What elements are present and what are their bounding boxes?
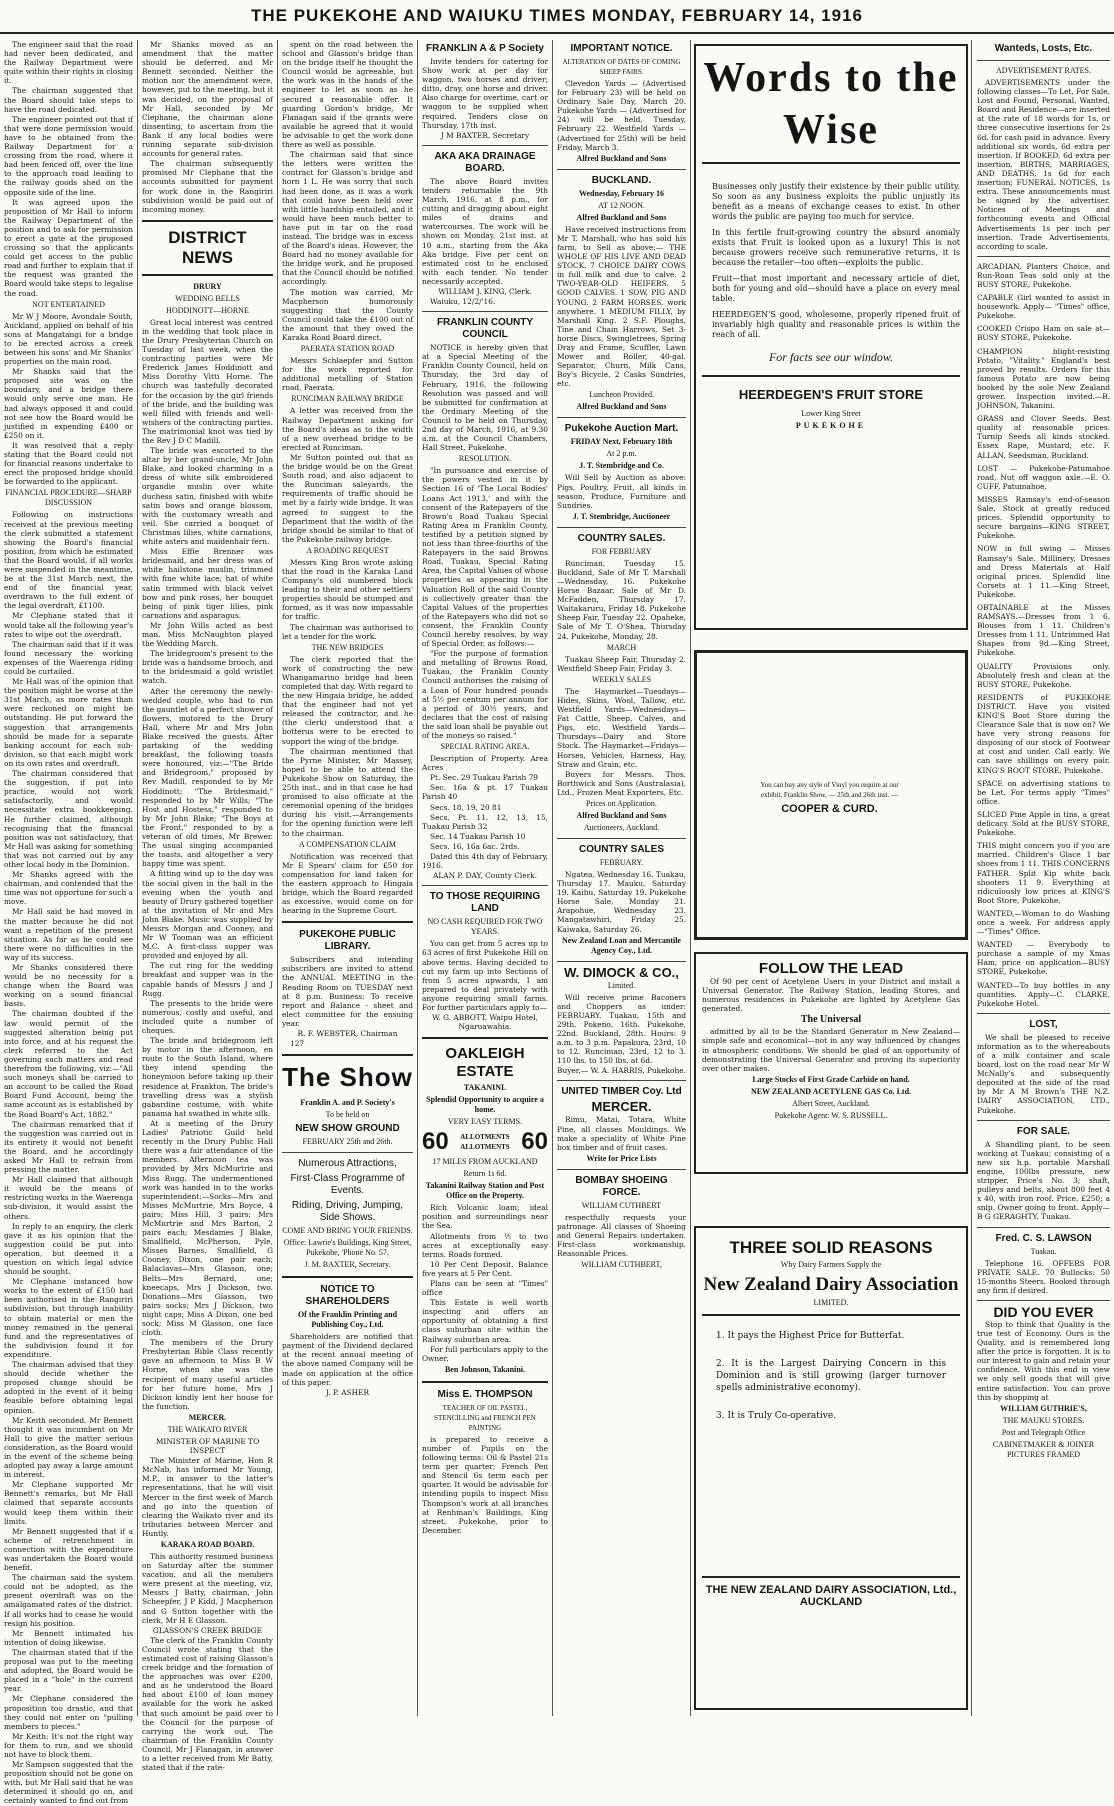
- article-paragraph: Mr Shanks moved as an amendment that the matter should be deferred, and Mr Bennett seconded. Neither the motion nor the amendment were, however, put to the meeting, but it was decided, on the proposal of Mr Hall, seconded by Mr Clephane, the chairman alone dissenting, to ascertain from the Bank if any local bodies were running separate sub-division accounts for general rates.: [142, 40, 273, 159]
- article-paragraph: The bride was escorted to the altar by her grand-uncle, Mr John Blake, and looked charming in a dress of white silk embroidered organdie muslin over white duchess satin, finished with white satin bows and orange blossom, with the customary wreath and veil. She carried a bouquet of Christmas lilies, white carnations, white asters and maidenhair fern.: [142, 446, 273, 547]
- ad-signature: Alfred Buckland and Sons: [576, 810, 667, 820]
- ad-signature: COOPER & CURD.: [781, 803, 878, 815]
- ad-body: For full particulars apply to the Owner,: [422, 1344, 548, 1363]
- allotment-count: 60: [521, 1128, 548, 1156]
- subheading: NOT ENTERTAINED: [32, 299, 105, 309]
- table-row: Secs. 16, 16a 6ac. 2rds.: [430, 841, 520, 851]
- ad-subtitle: Of the Franklin Printing and Publishing Coy., Ltd.: [297, 1310, 398, 1330]
- article-paragraph: A letter was received from the Railway Department asking for the Board's ideas as to the width of a new overhead bridge to be erected at Runciman.: [282, 406, 413, 452]
- table-row: Sec. 14 Tuakau Parish 10: [430, 831, 526, 841]
- ad-body: Ngatea, Wednesday 16. Tuakau, Thursday 17. Mauku, Saturday 19. Kaihu, Saturday 19. Pukekohe Horse Sale, Monday 21. Arapohue, Wednesday 23. Mangatawhiri, Friday 25. Kaiwaka, Saturday 26.: [557, 869, 686, 934]
- article-paragraph: A fitting wind up to the day was the social given in the hall in the evening when the youth and beauty of Drury gathered together at the invitation of Mr and Mrs John Blake. Music was supplied by Messrs Morgan and Cooney, and Mr W Tooman was an efficient M.C. A first-class supper was provided and enjoyed by all.: [142, 869, 273, 961]
- ad-title: FOR SALE.: [1016, 1125, 1071, 1137]
- article-paragraph: Mr Hall was of the opinion that the position might be worse at the 31st March, as more rates than were reckoned on might be outstanding. He put forward the suggestion that arrangements should be made for a separate banking account for each sub-division, so that each might work on its own rates and overdraft.: [4, 677, 133, 768]
- column-5: [553, 40, 690, 1716]
- article-paragraph: Mr Bennett suggested that if a scheme of retrenchment in connection with the expenditure was undertaken the Board would benefit.: [4, 1526, 133, 1573]
- ad-line: LIMITED.: [813, 1298, 849, 1307]
- ad-subtitle: SPECIAL RATING AREA.: [440, 742, 530, 752]
- ad-title: Miss E. THOMPSON: [437, 1388, 533, 1400]
- article-paragraph: The members of the Drury Presbyterian Bible Class recently gave an afternoon to Miss B W Horne, when she was the recipient of many useful articles for her future home, Mrs J Dickson kindly lent her house for the function.: [142, 1338, 273, 1411]
- ad-subtitle: TAKANINI.: [463, 1083, 507, 1093]
- article-paragraph: Mr Hall claimed that although it would be the means of restricting works in the Waerenga sub-division, it would assist the others.: [4, 1175, 133, 1221]
- article-paragraph: The bridegroom's present to the bride was a handsome brooch, and to the bridesmaid a gold wristlet watch.: [142, 649, 273, 686]
- ad-body: We shall be pleased to receive information as to the whereabouts of a milk container and scale board, lost on the road near Mr W McNally's and subsequently deposited at the side of the road by Mr A M Brown's THE N.Z. DAIRY ASSOCIATION, LTD., Pukekohe.: [977, 1032, 1110, 1115]
- classified-ad: QUALITY Provisions only. Absolutely fresh and clean at the BUSY STORE, Pukekohe.: [977, 661, 1110, 689]
- ad-body: Allotments from ½ to two acres at exceptionally easy terms. Roads formed.: [422, 1231, 548, 1259]
- ad-signature: Auctioneers, Auckland.: [583, 822, 660, 832]
- ad-title: BOMBAY SHOEING FORCE.: [575, 1174, 668, 1198]
- article-paragraph: The engineer pointed out that if that were done permission would have to be obtained from the Railway Department for a crossing from the road, where it had been fenced off, over the line to the approach road leading to the railway goods shed on the opposite side of the line.: [4, 114, 133, 197]
- ad-line: Pukekohe Agent: W. S. RUSSELL.: [774, 1110, 888, 1120]
- article-paragraph: The presents to the bride were numerous, costly and useful, and included quite a number of cheques.: [142, 998, 273, 1035]
- subheading: A ROADING REQUEST: [306, 545, 389, 555]
- ad-body: Telephone 16. OFFERS FOR PRIVATE SALE. 70 Bullocks: 50 15-months Steers. Booked through any firm if desired.: [977, 1258, 1110, 1295]
- ad-body: admitted by all to be the Standard Generator in New Zealand—simple safe and economical—not in any way influenced by changes in atmospheric conditions. We should be glad of an opportunity of demonstrating the Universal Generator and proving its superiority over other makes.: [702, 1027, 960, 1073]
- ad-signature: W. G. ABBOTT, Waipu Hotel, Ngaruawahia.: [432, 1013, 538, 1032]
- ad-signature: J. T. Stembridge and Co.: [579, 461, 664, 471]
- ad-title: AKA AKA DRAINAGE BOARD.: [434, 150, 536, 174]
- divider: [282, 921, 413, 923]
- divider: [142, 220, 273, 222]
- ad-signature: Alfred Buckland and Sons: [576, 212, 667, 222]
- ad-title: BUCKLAND.: [591, 174, 652, 186]
- ad-body: You can get from 5 acres up to 63 acres of first Pukekohe Hill on above terms. Having decided to cut my farm up into Sections of from 5 acres upwards, I am prepared to deal privately with anyone requiring small farms. For further particulars apply to—: [422, 939, 548, 1012]
- ad-signature: J. T. Stembridge, Auctioneer: [572, 511, 671, 521]
- section-heading: Wanteds, Losts, Etc.: [994, 43, 1093, 54]
- divider: [422, 1037, 548, 1039]
- ad-line: To be held on: [325, 1110, 370, 1120]
- reason: 1. It pays the Highest Price for Butterfat.: [716, 1331, 905, 1341]
- divider: [702, 375, 960, 377]
- article-paragraph: The chairman said that if it was found necessary the working expenses of the Waerenga riding could be curtailed.: [4, 639, 133, 676]
- ad-body: 10 Per Cent Deposit. Balance five years at 5 Per Cent.: [422, 1259, 548, 1278]
- show-headline: The Show: [282, 1062, 413, 1093]
- subheading: FINANCIAL PROCEDURE—SHARP DISCUSSION: [5, 488, 132, 508]
- ad-headline: THREE SOLID REASONS: [729, 1238, 933, 1257]
- ad-title: UNITED TIMBER Coy. Ltd: [561, 1086, 682, 1098]
- article-paragraph: The chairman subsequently promised Mr Clephane that the accounts submitted for payment for work done in the Rangiriri subdivision would be paid out of incoming money.: [142, 159, 273, 214]
- table-header: Description of Property. Area Acres: [422, 754, 548, 773]
- divider: [422, 145, 548, 146]
- article-paragraph: The chairman advised that they should decide whether the proposed change should be adopted in the event of it being feasible before obtaining legal opinion.: [4, 1360, 133, 1415]
- divider: [977, 1300, 1110, 1301]
- subheading: RUNCIMAN RAILWAY BRIDGE: [291, 394, 404, 404]
- ad-body: Rimu, Matai, Totara, White Pine, all classes Mouldings. We make a speciality of White Pine box timber and of fruit cases.: [557, 1115, 686, 1152]
- ad-signature: New Zealand Loan and Mercantile Agency Coy., Ltd.: [562, 935, 681, 955]
- article-paragraph: Mr Keith seconded. Mr Bennett thought it was incumbent on Mr Hall to give the matter serious consideration, as the Board would in the event of the scheme being adopted pay away a large amount in interest.: [4, 1415, 133, 1480]
- article-paragraph: Mr Bennett intimated his intention of doing likewise.: [4, 1628, 133, 1647]
- column-4: [418, 40, 552, 1716]
- ad-title: Fred. C. S. LAWSON: [995, 1232, 1092, 1244]
- ad-point: HEERDEGEN'S good, wholesome, properly ripened fruit of invariably high quality and reasonable prices is within the reach of all.: [712, 310, 960, 339]
- article-paragraph: The clerk of the Franklin County Council wrote stating that the estimated cost of raising Glasson's creek bridge and the formation of the approaches was over £200, and as he understood the Board had about £100 of loan money available for the work he asked that such amount be paid over to the Council for the purpose of carrying the work out. The chairman of the Franklin County Council, Mr J Flanagan, in answer to a letter received from Mr Batty, stated that if the rate-: [142, 1635, 273, 1773]
- subheading: THE NEW BRIDGES: [311, 642, 384, 652]
- article-paragraph: Mr Hall said he had moved in the matter because he did not want a repetition of the present situation. As far as he could see there were no difficulties in the way of its success.: [4, 907, 133, 962]
- article-paragraph: The chairman stated that if the proposal was put to the meeting and adopted, the Board would be placed in a "hole" in the current year.: [4, 1647, 133, 1694]
- ad-signature: Ben Johnson, Takanini.: [444, 1364, 526, 1374]
- ad-subtitle: WEEKLY SALES: [591, 674, 652, 684]
- ad-line: Prices on Application.: [586, 798, 657, 808]
- ad-line: FRIDAY Next, February 18th: [570, 437, 673, 447]
- divider: [282, 1054, 413, 1056]
- ad-signature: WILLIAM GUTHRIE'S,: [1000, 1403, 1087, 1413]
- divider: [557, 417, 686, 418]
- ad-line: First-Class Programme of Events.: [290, 1173, 405, 1197]
- article-paragraph: The chairman mentioned that the Pyrne Minister, Mr Massey, hoped to be able to attend the Pukekohe Show on Saturday, the 25th inst., and in that case he had promised to also officiate at the ceremonial opening of the bridges during his visit.—Arrangements for the opening function were left to the chairman.: [282, 746, 413, 838]
- article-paragraph: Mr Sampson suggested that the proposition should not be gone on with, but Mr Hall said that he was determined it should go on, and certainly wanted to find out from: [4, 1760, 133, 1806]
- divider: [557, 169, 686, 170]
- ad-body: Will receive prime Baconers and Choppers as under: FEBRUARY. Tuakau, 15th and 29th. Pokeno, 16th. Pukekohe, 22nd. Buckland, 28th. Hours: 9 a.m. to 3 p.m. Papakura, 23rd, 10 to 12. Runciman, 23rd, 12 to 3. 110 lbs. to 150 lbs. at 6d.: [557, 992, 686, 1066]
- ad-line: VERY EASY TERMS.: [447, 1117, 523, 1127]
- classified-ad: RESIDENTS of PUKEKOHE DISTRICT. Have you visited KING'S Boot Store during the Clearance Sale that is now on? We have very strong reasons for disposing of our stock of Footwear at cost and under. Call early. We can save shillings on every pair. KING'S BOOT STORE, Pukekohe.: [977, 692, 1110, 775]
- ad-title: LOST,: [1029, 1018, 1058, 1030]
- ad-subtitle: ALTERATION OF DATES OF COMING SHEEP FAIRS.: [562, 58, 681, 76]
- article-paragraph: The cut ring for the wedding breakfast and supper was in the capable hands of Messrs J and J Rugg.: [142, 961, 273, 998]
- classified-ad: ARCADIAN, Planters Choice, and Run-Roan Teas sold only at the BUSY STORE, Pukekohe.: [977, 261, 1110, 289]
- divider: [977, 60, 1110, 61]
- ad-title: OAKLEIGH ESTATE: [445, 1045, 525, 1081]
- column-3: [278, 40, 417, 1716]
- ad-body: Buyers for Messrs. Thos. Borthwick and Sons (Australasia), Ltd., Frozen Meat Exporters, Etc.: [557, 769, 686, 797]
- divider: [422, 311, 548, 312]
- classified-ad: COOKED Crispo Ham on sale at—BUSY STORE, Pukekohe.: [977, 324, 1110, 343]
- ad-body: A Shandling plant, to be seen working at Tuakau; consisting of a new six h.p. portable Marshall engine, 100lbs pressure, new stripper, Price's No. 3; shaft, pulleys and belts, about 800 feet 4 x 40, with iron roof. Price, £250; a snip. Owner going to front. Apply— B G GERAGHTY, Tuakau.: [977, 1139, 1110, 1222]
- dairy-association-ad: [694, 1226, 968, 1710]
- ad-body: Tuakau Sheep Fair, Thursday 2. Westfield Sheep Fair, Friday 3.: [557, 654, 686, 673]
- store-street: Lower King Street: [801, 409, 861, 418]
- article-paragraph: The chairman suggested that the Board should take steps to have the road dedicated.: [4, 86, 133, 114]
- classified-ad: WANTED,—Woman to do Washing once a week. For address apply—"Times" Office.: [977, 908, 1110, 937]
- ad-line: NEW ZEALAND ACETYLENE GAS Co. Ltd.: [750, 1086, 912, 1096]
- allotments-row: [422, 1130, 548, 1154]
- ad-line: Return 1s 6d.: [463, 1169, 507, 1179]
- ad-line: THE MAUKU STORES.: [1002, 1415, 1085, 1425]
- ad-number: 127: [290, 1039, 305, 1049]
- subheading: HODDINOTT—HORNE: [166, 305, 249, 315]
- subheading: A COMPENSATION CLAIM: [299, 839, 396, 849]
- subheading: WEDDING BELLS: [175, 293, 240, 303]
- ad-headline: FOLLOW THE LEAD: [758, 960, 904, 977]
- ad-line: COME AND BRING YOUR FRIENDS.: [282, 1226, 413, 1236]
- table-row: Sec. 16a & pt. 17 Tuakau Parish 40: [422, 783, 548, 802]
- article-paragraph: Mr Clephane stated that it would take all the following year's rates to wipe out the overdraft.: [4, 611, 133, 639]
- classified-ad: SLICED Pine Apple in tins, a great delicacy. Sold at the BUSY STORE, Pukekohe.: [977, 809, 1110, 838]
- classified-ad: NOW in full swing — Misses Ramsay's Sale. Millinery, Dresses and Dress Materials at Half original prices. Splendid line Corsets at 1 11.—King Street, Pukekohe.: [977, 544, 1110, 599]
- subheading: THE WAIKATO RIVER: [167, 1424, 248, 1434]
- divider: [557, 961, 686, 962]
- column-classifieds: [973, 40, 1114, 1716]
- article-paragraph: The chairman considered that the suggestion, if put into practice, would not work satisfactorily, and would necessitate extra bookkeeping. He further claimed, although recognising that the financial position was not satisfactory, that Mr Hall was asking for something that was not carried out by any other local body in the Dominion.: [4, 769, 133, 869]
- divider: [422, 885, 548, 886]
- ad-signature: J. M. BAXTER, Secretary.: [304, 1260, 391, 1270]
- article-paragraph: Notification was received that Mr E Spears' claim for £50 for compensation for land taken for the eastern approach to Hingaia bridge, which the Board regarded as excessive, would come on for hearing in the Supreme Court.: [282, 851, 413, 916]
- ad-body: Of 90 per cent of Acetylene Users in your District and install a Universal Generator. The Railway Station, leading Stores, and numerous residences in Pukekohe are lighted by Acetylene Gas generated.: [702, 977, 960, 1014]
- article-paragraph: Mr John Wills acted as best man. Miss McNaughton played the Wedding March.: [142, 620, 273, 649]
- words-to-the-wise-ad: [694, 44, 968, 630]
- classified-ad: CHAMPION blight-resisting Potato, "Vitality." England's best proved by results. Orders for this famous Potato are now being booked by the sole New Zealand grower. Inspection invited.—B. JOHNSON, Takanini.: [977, 346, 1110, 411]
- ad-title: PUKEKOHE PUBLIC LIBRARY.: [299, 929, 396, 953]
- ad-title: COUNTRY SALES.: [577, 532, 666, 544]
- ad-line: AT 12 NOON.: [598, 200, 645, 210]
- classified-ad: CAPABLE Girl wanted to assist in housework. Apply— "Times" office, Pukekohe.: [977, 293, 1110, 321]
- ad-line: Franklin A. and P. Society's: [300, 1098, 395, 1108]
- article-paragraph: In reply to an enquiry, the clerk gave it as his opinion that the suggestion could be put into operation, but deemed it a question on which legal advice should be sought.: [4, 1221, 133, 1277]
- classified-ad: MISSES Ramsay's end-of-season Sale. Stock at greatly reduced prices. Splendid opportunity to secure bargains—KING STREET, Pukekohe.: [977, 494, 1110, 541]
- subheading: MERCER.: [188, 1412, 227, 1422]
- ad-body: "In pursuance and exercise of the powers vested in it by Section 16 of 'The Local Bodies' Loans Act 1913,' and with the consent of the Ratepayers of the Brown's Road Tuakau Special Rating Area in Franklin County, testified by a petition signed by not less than three-fourths of the Ratepayers in the said Browns Road, Tuakau, Special Rating Area, the Capital Values of whose properties as appearing in the Valuation Roll of the said County is collectively greater than the Capital Values of the properties of the Ratepayers who did not so consent, the Franklin County Council hereby resolves, by way of Special Order, as follows:—: [422, 466, 548, 649]
- ad-company: New Zealand Dairy Association: [703, 1274, 959, 1295]
- table-row: Secs. 18, 19, 20 81: [430, 802, 502, 812]
- ad-headline: Words to the Wise: [703, 55, 959, 153]
- cooper-curd-ad: [694, 650, 968, 940]
- article-paragraph: Great local interest was centred in the wedding that took place in the Drury Presbyterian Church on Tuesday of last week, when the contracting parties were Mr Frederick James Hoddinott and Miss Dorothy Vitti Horne. The church was tastefully decorated for the occasion by the girl friends of the bride, and the building was well filled with friends and well-wishers of the contracting parties. The matrimonial knot was tied by the Rev J D C Madill.: [142, 317, 273, 445]
- allotment-count: 60: [422, 1128, 449, 1156]
- ad-signature: Alfred Buckland and Sons: [576, 402, 667, 412]
- ad-subtitle: MERCER.: [591, 1099, 652, 1115]
- rates-text: ADVERTISEMENTS under the following classes—To Let, For Sale, Lost and Found, Personal, Wanted, Board and Residence—are inserted at the rate of 18 words for 1s, or three consecutive insertions for 2s 6d. for cash paid in advance. Every additional six words, 6d extra per insertion. If BOOKED, 6d extra per insertion. BIRTHS, MARRIAGES, AND DEATHS, 1s 6d for each insertion; FUNERAL NOTICES, 1s extra. These announcements must be signed by the advertiser. Notices of Meetings and forthcoming events and Official Advertisements 1s per inch per insertion. Trade Advertisements, according to scale.: [977, 78, 1110, 251]
- ad-subtitle: Why Dairy Farmers Supply the: [780, 1260, 882, 1269]
- ad-line: Numerous Attractions,: [298, 1158, 397, 1170]
- classified-ad: WANTED—To buy bottles in any quantities. Apply—C. CLARKE, Pukekohe Hotel.: [977, 980, 1110, 1008]
- ad-line: Luncheon Provided.: [589, 390, 654, 400]
- ad-subtitle: NO CASH REQUIRED FOR TWO YEARS.: [427, 917, 543, 937]
- divider: [702, 1314, 960, 1316]
- article-paragraph: Mr Clephane instanced how works to the extent of £150 had been authorised in the Rangiriri subdivision, but through inability to obtain material or men the money remained in the general fund and the representatives of the subdivision found it for expenditure.: [4, 1277, 133, 1359]
- ad-subtitle: FOR FEBRUARY: [591, 546, 652, 556]
- ad-subtitle: Limited.: [607, 980, 636, 990]
- ad-title: Pukekohe Auction Mart.: [564, 423, 679, 435]
- ad-body: You can buy any style of Vinyl you require at our exhibit, Franklin Show, — 25th and 26th inst. —: [760, 781, 899, 799]
- article-paragraph: The chairman doubted if the law would permit of the suggested alteration being put into force, and at his request the clerk referred to the Act governing such matters and read therefrom the following, viz:—"All such moneys shall be carried to an account to be called the Road Board Fund Account, being the same account as is established by the Road Board's Act, 1882.": [4, 1009, 133, 1119]
- ad-signature: J M BAXTER, Secretary: [440, 130, 530, 140]
- column-2: [138, 40, 277, 1773]
- article-paragraph: The chairman said the system could not be adopted, as the present overdraft was on the amalgamated rates of the district. If all works had to cease he would resign his position.: [4, 1573, 133, 1628]
- ad-title: COUNTRY SALES: [578, 843, 664, 855]
- ad-date: Waiuku, 12/2/'16.: [430, 297, 496, 307]
- divider: [977, 256, 1110, 257]
- article-paragraph: Mr Shanks said that the proposed site was on the boundary, and a bridge there would only serve one man. He had always opposed it and could not see how the Board would be justified in expending £400 or £250 on it.: [4, 367, 133, 440]
- article-paragraph: Messrs Schlaepfer and Sutton for the work reported for additional metalling of Station road, Paerata.: [282, 356, 413, 393]
- masthead: [0, 0, 1114, 34]
- article-paragraph: The clerk reported that the work of constructing the new Whangamarino bridge had been completed that day. With regard to the new Hingaia bridge, he added that the engineer had not yet released the contractor, and he (the clerk) understood that a botterus were to be erected to support the wing of the bridge.: [282, 654, 413, 746]
- classified-ad: WANTED — Everybody to purchase a sample of my Xmas Ham, price on application—BUSY STORE, Pukekohe.: [977, 940, 1110, 977]
- ad-title: NOTICE TO SHAREHOLDERS: [305, 1284, 390, 1308]
- section-heading: DISTRICT NEWS: [168, 227, 247, 267]
- ad-body: The Haymarket—Tuesdays—Hides, Skins, Wool, Tallow, etc. Westfield Yards—Wednesdays—Fat Cattle, Sheep, Calves, and Pigs, etc. Westfield Yards—Thursdays—Dairy and Store Stock. The Haymarket—Fridays—Horses, Vehicles, Harness, Hay, Straw and Grain, etc.: [557, 686, 686, 769]
- store-town: PUKEKOHE: [795, 421, 867, 430]
- ad-line: Splendid Opportunity to acquire a home.: [426, 1095, 544, 1115]
- article-paragraph: MINISTER OF MARINE TO INSPECT: [155, 1436, 260, 1456]
- divider: [282, 1152, 413, 1153]
- article-paragraph: spent on the road between the school and Glasson's bridge than on the bridge itself he thought the Council would be agreeable, but the work was in the hands of the engineer to let as soon as he secured a reasonable offer. It guarding Gordon's bridge, Mr Flanagan said if the grants were available he agreed that it would be advisable to get the work done there as well as possible.: [282, 40, 413, 150]
- classified-ad: GRASS and Clover Seeds. Best quality at reasonable prices. Turnip Seeds all kinds stocked. Essex Rape, Mustard, etc. F. ALLAN, Seedsman, Buckland.: [977, 414, 1110, 460]
- ad-point: Businesses only justify their existence by their public utility. So soon as any business exploits the public unjustly its benefit as a means of exchange ceases to exist. In other words the public are paying too much for service.: [712, 182, 960, 221]
- acetylene-ad: [694, 952, 968, 1174]
- divider: [557, 1080, 686, 1081]
- article-paragraph: Mr Shanks considered there would be no necessity for a change when the Board was working on a sound financial basis.: [4, 963, 133, 1009]
- ad-body: NOTICE is hereby given that at a Special Meeting of the Franklin County Council, held on Thursday, the 3rd day of February, 1916, the following Resolution was passed and will be submitted for confirmation at the Ordinary Meeting of the Council to be held on Thursday, 2nd day of March, 1916, at 9.30 a.m. at the Council Chambers, Hall Street, Pukekohe.: [422, 343, 548, 453]
- article-paragraph: After the ceremony the newly-wedded couple, who had to run the gauntlet of a perfect shower of flowers, motored to the Drury Hall, where Mr and Mrs John Blake received the guests. After partaking of the wedding breakfast, the following toasts were honoured, viz:—"The Bride and Bridegroom," proposed by Rev Madill, responded to by Mr Hoddinott; "The Bridesmaid," responded to by Mr Wills; "The Host and Hostess," responded to by Mr John Blake; "The Boys at the Front," responded to by a veteran of old times, Mr Brewer. The usual singing accompanied the toasts, and altogether a very happy time was spent.: [142, 686, 273, 869]
- ad-signature: Buyer,— W. A. HARRIS, Pukekohe.: [557, 1066, 686, 1076]
- article-paragraph: The chairman said that since the letters were written the contract for Glasson's bridge and horn 1 L. He was sorry that such had been done, as it was a work that could have been held over with little hardship entailed, and it would have been much better to have put in tar on the road instead. The bridge was in excess of the Board's ideas. However, the Board had no money available for the bridge work, and he proposed that the Council should be notified accordingly.: [282, 150, 413, 287]
- divider: [977, 1227, 1110, 1228]
- divider: [977, 1013, 1110, 1014]
- article-paragraph: It was agreed upon the proposition of Mr Hall to inform the Railway Department of the position and to ask for permission to erect a gate at the proposed crossing so that the applicants could get access to the public road and further to explain that if the request was granted the Board would take steps to legalise the road.: [4, 197, 134, 298]
- ad-body: Plans can be seen at "Times" office: [422, 1279, 548, 1298]
- classified-ad: SPACE on advertising stations to be Let. For terms apply "Times" office.: [977, 778, 1110, 806]
- article-paragraph: Following on instructions received at the previous meeting the clerk submitted a statement showing the Board's financial position, from which he estimated that the Board would, if all works were suspended in the meantime, be at the 31st March next, the end of the financial year, overdrawn to the full extent of the legal overdraft, £1100.: [4, 510, 133, 611]
- article-paragraph: The bride and bridegroom left by motor in the afternoon, en route to the South Island, where they intend spending the honeymoon before taking up their residence at Frankton. The bride's travelling dress was a stylish gabardine costume, with white panama hat swathed in white silk.: [142, 1036, 273, 1118]
- ad-title: DID YOU EVER: [993, 1303, 1094, 1320]
- classified-ad: LOST — Pukekohe-Patumahoe road, Nut off waggon axle.—E. O. CUFF, Patumahoe.: [977, 463, 1110, 491]
- article-paragraph: The chairman remarked that if the suggestion was carried out in its entirety it would not benefit the Board, and he accordingly asked Mr Hall to refrain from pressing the matter.: [4, 1119, 133, 1175]
- article-paragraph: Messrs King Bros wrote asking that the road in the Karaka Land Company's old numbered block leading to their and other settlers' properties should be stumped and formed, as it was now impassable for traffic.: [282, 557, 413, 622]
- divider: [702, 162, 960, 164]
- divider: [977, 1120, 1110, 1121]
- article-paragraph: This authority resumed business on Saturday after the summer vacation, and all the members were present at the meeting, viz, Messrs J Batty, chairman, John Scheepfer, J P Kidd, J Macpherson and G Sutton together with the clerk, Mr H E Glasson.: [142, 1551, 273, 1625]
- ad-body: Will Sell by Auction as above: Pigs, Poultry, Fruit, all kinds in season, Produce, Furniture and Sundries.: [557, 473, 686, 510]
- article-paragraph: Mr Clephane supported Mr Bennett's remarks, but Mr Hall claimed that separate accounts would keep them within their limits.: [4, 1480, 133, 1526]
- ad-line: 17 MILES FROM AUCKLAND: [432, 1157, 538, 1167]
- ad-point: Fruit—that most important and necessary article of diet, both for young and old—should have a place on every meal table.: [712, 274, 960, 303]
- ad-line: Office: Lawrie's Buildings, King Street, Pukekohe, 'Phone No. 57.: [283, 1238, 412, 1258]
- ad-signature: ALAN P. DAY, County Clerk.: [432, 871, 538, 881]
- ad-title: FRANKLIN COUNTY COUNCIL: [436, 317, 534, 341]
- ad-line: Write for Price Lists: [586, 1153, 657, 1163]
- ad-body: Subscribers and intending subscribers are invited to attend the ANNUAL MEETING in the Reading Room on TUESDAY next at 8 p.m. Business: To receive report and Balance - sheet and elect committee for the ensuing year.: [282, 955, 413, 1028]
- ad-point: In this fertile fruit-growing country the absurd anomaly exists that Fruit is looked upon as a luxury! This is not because growers receive such remunerative returns, it is because the retailer—too often—exploits the public.: [712, 228, 960, 267]
- article-paragraph: The chairman was authorised to let a tender for the work.: [282, 622, 413, 641]
- article-paragraph: The engineer said that the road had never been dedicated, and the Railway Department were quite within their rights in closing it.: [4, 40, 133, 86]
- divider: [702, 1576, 960, 1578]
- ad-title: TO THOSE REQUIRING LAND: [429, 891, 541, 915]
- divider: [142, 274, 273, 276]
- divider: [282, 1276, 413, 1278]
- column-1: [0, 40, 137, 1806]
- ad-body: Invite tenders for catering for Show work at per day for waggon, two horses and driver; ditto, dray, one horse and driver. Also charge for overtime, cart or waggon to be supplied when required. Tenders close on Thursday, 17th inst.: [422, 57, 548, 130]
- ad-body: Clevedon Yards — (Advertised for February 23) will be held on Ordinary Sale Day, March 20. Pukekohe Yards — (Advertised for 24) will be held, Tuesday, February 22. Westfield Yards — (Advertised for 25th) will be held Friday, March 3.: [557, 79, 686, 152]
- cooper-curd-inner: [757, 778, 902, 817]
- ad-body: The above Board invites tenders returnable the 9th March, 1916, at 8 p.m., for cutting and dragging about eight miles of drains and watercourses. The work will be shown on Monday, 21st inst. at 10 a.m., starting from the Aka Aka bridge. Five per cent on estimated cost to be enclosed with each tender. No tender necessarily accepted.: [422, 176, 548, 286]
- article-paragraph: Miss Effie Brenner was bridesmaid, and her dress was of white hailstone muslin, trimmed with fine white lace; hat of white satin trimmed with black velvet bow and pink roses, her bouquet being of pink tiger lilies, pink carnations and asparagus.: [142, 547, 273, 620]
- ad-signature: Alfred Buckland and Sons: [576, 153, 667, 163]
- article-paragraph: Mr Keith: It's not the right way for them to run, and we should not have to block them.: [4, 1731, 133, 1759]
- subheading: KARAKA ROAD BOARD.: [160, 1539, 255, 1549]
- ad-subtitle: RESOLUTION.: [458, 454, 512, 464]
- ad-subtitle: The Universal: [800, 1014, 862, 1026]
- divider: [557, 1169, 686, 1170]
- subheading: DRURY: [193, 281, 222, 291]
- ad-line: At 2 p.m.: [606, 449, 637, 459]
- ad-signature: J. P. ASHER: [325, 1387, 370, 1397]
- reason: 2. It is the Largest Dairying Concern in this Dominion and is still growing (larger turnover spells administrative economy).: [716, 1359, 946, 1393]
- ad-tagline: For facts see our window.: [768, 350, 894, 364]
- ad-line: WILLIAM CUTHBERT: [581, 1200, 662, 1210]
- masthead-title: THE PUKEKOHE AND WAIUKU TIMES MONDAY, FEBRUARY 14, 1916: [250, 6, 863, 25]
- ad-line: Albert Street, Auckland.: [792, 1098, 870, 1108]
- ad-body: Rich Volcanic loam; ideal position and surroundings near the Sea.: [422, 1203, 548, 1231]
- article-paragraph: Mr Clephane considered the proposition too drastic, and that they could not enter on "pulling members to pieces.": [4, 1694, 133, 1731]
- ad-subtitle: MARCH: [606, 642, 637, 652]
- ad-body: Have received instructions from Mr T. Marshall, who has sold his farm, to Sell as above:— THE WHOLE OF HIS LIVE AND DEAD STOCK. 7 CHOICE DAIRY COWS in full milk and due to calve. 2 TWO-YEAR-OLD HEIFERS. 5 GOOD CALVES. 1 SOW, PIG AND YOUNG. 2 FARM HORSES, work anywhere. 1 MEDIUM FILLY, by Marshall King. 2 S.F. Ploughs, Tine and Chain Harrows, Set 3-horse Discs, Swingletrees, Spring Dray and Frame, Scuffler, Lawn Mower and Roller, 40-gal. Separator, Churn, Milk Cans, Boy's Bicycle, 2 Casks Sundries, etc.: [557, 224, 686, 389]
- divider: [557, 527, 686, 528]
- table-row: Pt. Sec. 29 Tuakau Parish 79: [430, 773, 539, 783]
- reason: 3. It is Truly Co-operative.: [716, 1411, 837, 1421]
- ad-body: respectfully requests your patronage. All classes of Shoeing and General Repairs undertaken. First-class workmanship. Reasonable Prices.: [557, 1212, 686, 1259]
- ad-date: Dated this 4th day of February, 1916.: [422, 852, 548, 871]
- ad-title: FRANKLIN A & P Society: [426, 43, 544, 54]
- ad-line: Wednesday, February 16: [578, 188, 665, 198]
- subheading: PAERATA STATION ROAD: [300, 344, 395, 354]
- article-paragraph: GLASSON'S CREEK BRIDGE: [152, 1625, 263, 1635]
- ad-title: W. DIMOCK & CO.,: [564, 964, 679, 980]
- ad-line: Large Stocks of First Grade Carbide on hand.: [752, 1074, 910, 1084]
- ad-body: Runciman, Tuesday 15. Buckland, Sale of Mr T. Marshall—Wednesday, 16. Pukekohe Horse Bazaar, Sale of Mr D. McFadden, Thursday 17. Waitakaruru, Friday 18. Pukekohe Sheep Fair, Tuesday 22. Opaheke, Sale of Mr T. O'Shea, Thursday 24. Pukekohe, Monday, 28.: [557, 558, 686, 641]
- article-paragraph: Mr Sutton pointed out that as the bridge would be on the Great South road, and also adjacent to the Runciman saleyards, the requirements of traffic should be met by a fairly wide bridge. It was agreed to suggest to the Department that the width of the bridge should be similar to that of the Pukekohe railway bridge.: [282, 452, 413, 544]
- ad-line: Takanini Railway Station and Post Office on the Property.: [425, 1181, 545, 1201]
- ad-title: IMPORTANT NOTICE.: [570, 43, 673, 54]
- ad-signature: R. F. WEBSTER, Chairman: [297, 1029, 398, 1038]
- ad-body: This Estate is well worth inspecting and offers an opportunity of obtaining a first class suburban site within the Railway suburban area.: [422, 1298, 548, 1344]
- ad-line: NEW SHOW GROUND: [295, 1123, 400, 1135]
- ad-body: Shareholders are notified that payment of the Dividend declared at the recent annual meeting of the above named Company will be made on application at the office of this paper.: [282, 1332, 413, 1387]
- divider: [422, 1381, 548, 1383]
- ad-signature: WILLIAM CUTHBERT,: [581, 1260, 662, 1270]
- column-rule: [690, 40, 691, 1716]
- ad-signature: THE NEW ZEALAND DAIRY ASSOCIATION, Ltd., AUCKLAND: [705, 1584, 957, 1608]
- ad-body: Stop to think that Quality is the true test of Economy. Ours is the Quality, and is remembered long after the price is forgotten. It is to our interest to gain and retain your confidence. With this end in view we only sell goods that will give entire satisfaction. You can prove this by shopping at: [977, 1319, 1110, 1402]
- ad-line: CABINETMAKER & JOINER PICTURES FRAMED: [992, 1439, 1095, 1459]
- divider: [557, 838, 686, 839]
- ad-line: Post and Telegraph Office: [1001, 1427, 1086, 1437]
- store-name: HEERDEGEN'S FRUIT STORE: [738, 387, 924, 402]
- ad-signature: WILLIAM J. KING, Clerk.: [438, 286, 532, 296]
- article-paragraph: It was resolved that a reply stating that the Board could not for financial reasons undertake to erect the proposed bridge should be forwarded to the applicant.: [4, 440, 133, 487]
- ad-line: FEBRUARY 25th and 26th.: [302, 1137, 393, 1147]
- allotment-label: ALLOTMENTS ALLOTMENTS: [460, 1133, 510, 1152]
- classified-ad: OBTAINABLE at the Misses RAMSAYS.—Dresses from 1 6. Blouses from 1 11. Children's Dresses from 1 11. Untrimmed Hat Shapes from 9d.—King Street, Pukekohe.: [977, 602, 1110, 658]
- ad-subtitle: Tuakau.: [1030, 1246, 1057, 1256]
- ad-line: Riding, Driving, Jumping, Side Shows.: [291, 1200, 404, 1224]
- ad-subtitle: TEACHER OF OIL PASTEL, STENCILLING and FRENCH PEN PAINTING: [434, 1403, 536, 1432]
- article-paragraph: At a meeting of the Drury Ladies' Patriotic Guild held recently in the Drury Public Hall there was a fair attendance of the members. Afternoon tea was provided by Mrs McMurtrie and Miss Rugg. The undermentioned work was handed in to the works superintendent:—Socks—Mrs and Misses McMurtrie, Mrs Boyce, 4 pairs; Miss Hill, 3 pairs; Mrs McMurtrie and Mrs Barton, 2 pairs each; Mesdames J Blake, Smallfield, McPherson, Pyle, Misses Barnes, Smallfield, G Cooney, Dixon, one pair each; Balaclavas—Mrs Glasson, one; Belts—Mrs Bernard, one; kneecaps, Mrs J Dickson, two. Donations—Mrs Glasson, two pairs socks; Mrs J Dickson, two night caps; Miss A Dixon, one bed sock; Miss M Glasson, one face cloth.: [142, 1118, 273, 1338]
- table-row: Secs. Pt. 11, 12, 13, 15, Tuakau Parish 32: [422, 812, 548, 831]
- article-paragraph: Mr W J Moore, Avondale South, Auckland, applied on behalf of his sons at Mangatangi for a bridge to be erected across a creek between his sons' and Mr Shanks' properties on the main road.: [4, 311, 133, 367]
- article-paragraph: The Minister of Marine, Hon R McNab, has informed Mr Young, M.P., in answer to the latter's representations, that he will visit Mercer in the first week of March and go into the question of clearing the Waikato river and its tributaries between Mercer and Huntly.: [142, 1456, 273, 1538]
- ad-body: "For the purpose of formation and metalling of Browns Road, Tuakau, the Franklin County Council authorises the raising of a Loan of Four hundred pounds at 5½ per centum per annum for a period of 30½ years, and declares that the cost of raising the said loan shall be payable out of the moneys so raised.": [422, 649, 548, 740]
- article-paragraph: The motion was carried, Mr Macpherson humorously suggesting that the County Council could take the £100 out of the amount that they owed the Karaka Road Board direct.: [282, 287, 413, 342]
- subheading: ADVERTISEMENT RATES.: [996, 66, 1091, 75]
- article-paragraph: Mr Shanks agreed with the chairman, and contended that the time was not opportune for such a move.: [4, 870, 133, 907]
- classified-ad: THIS might concern you if you are married. Children's Glace 1 bar shoes from 1 11. THIS CONCERNS FATHER. Split Kip white back shooters 11 9. Everything at ridiculously low prices at KING'S Boot Store, Pukekohe.: [977, 841, 1110, 905]
- ad-subtitle: FEBRUARY.: [599, 857, 644, 867]
- ad-body: is prepared to receive a number of Pupils on the following terms: Oil & Pastel 21s term per quarter; French Pen and Stencil 6s term each per quarter. It would be advisable for intending pupils to inspect Miss Thompson's work at all branches at Renhman's Buildings, King street, Pukekohe, prior to December.: [422, 1434, 548, 1535]
- column-rule: [971, 40, 972, 1716]
